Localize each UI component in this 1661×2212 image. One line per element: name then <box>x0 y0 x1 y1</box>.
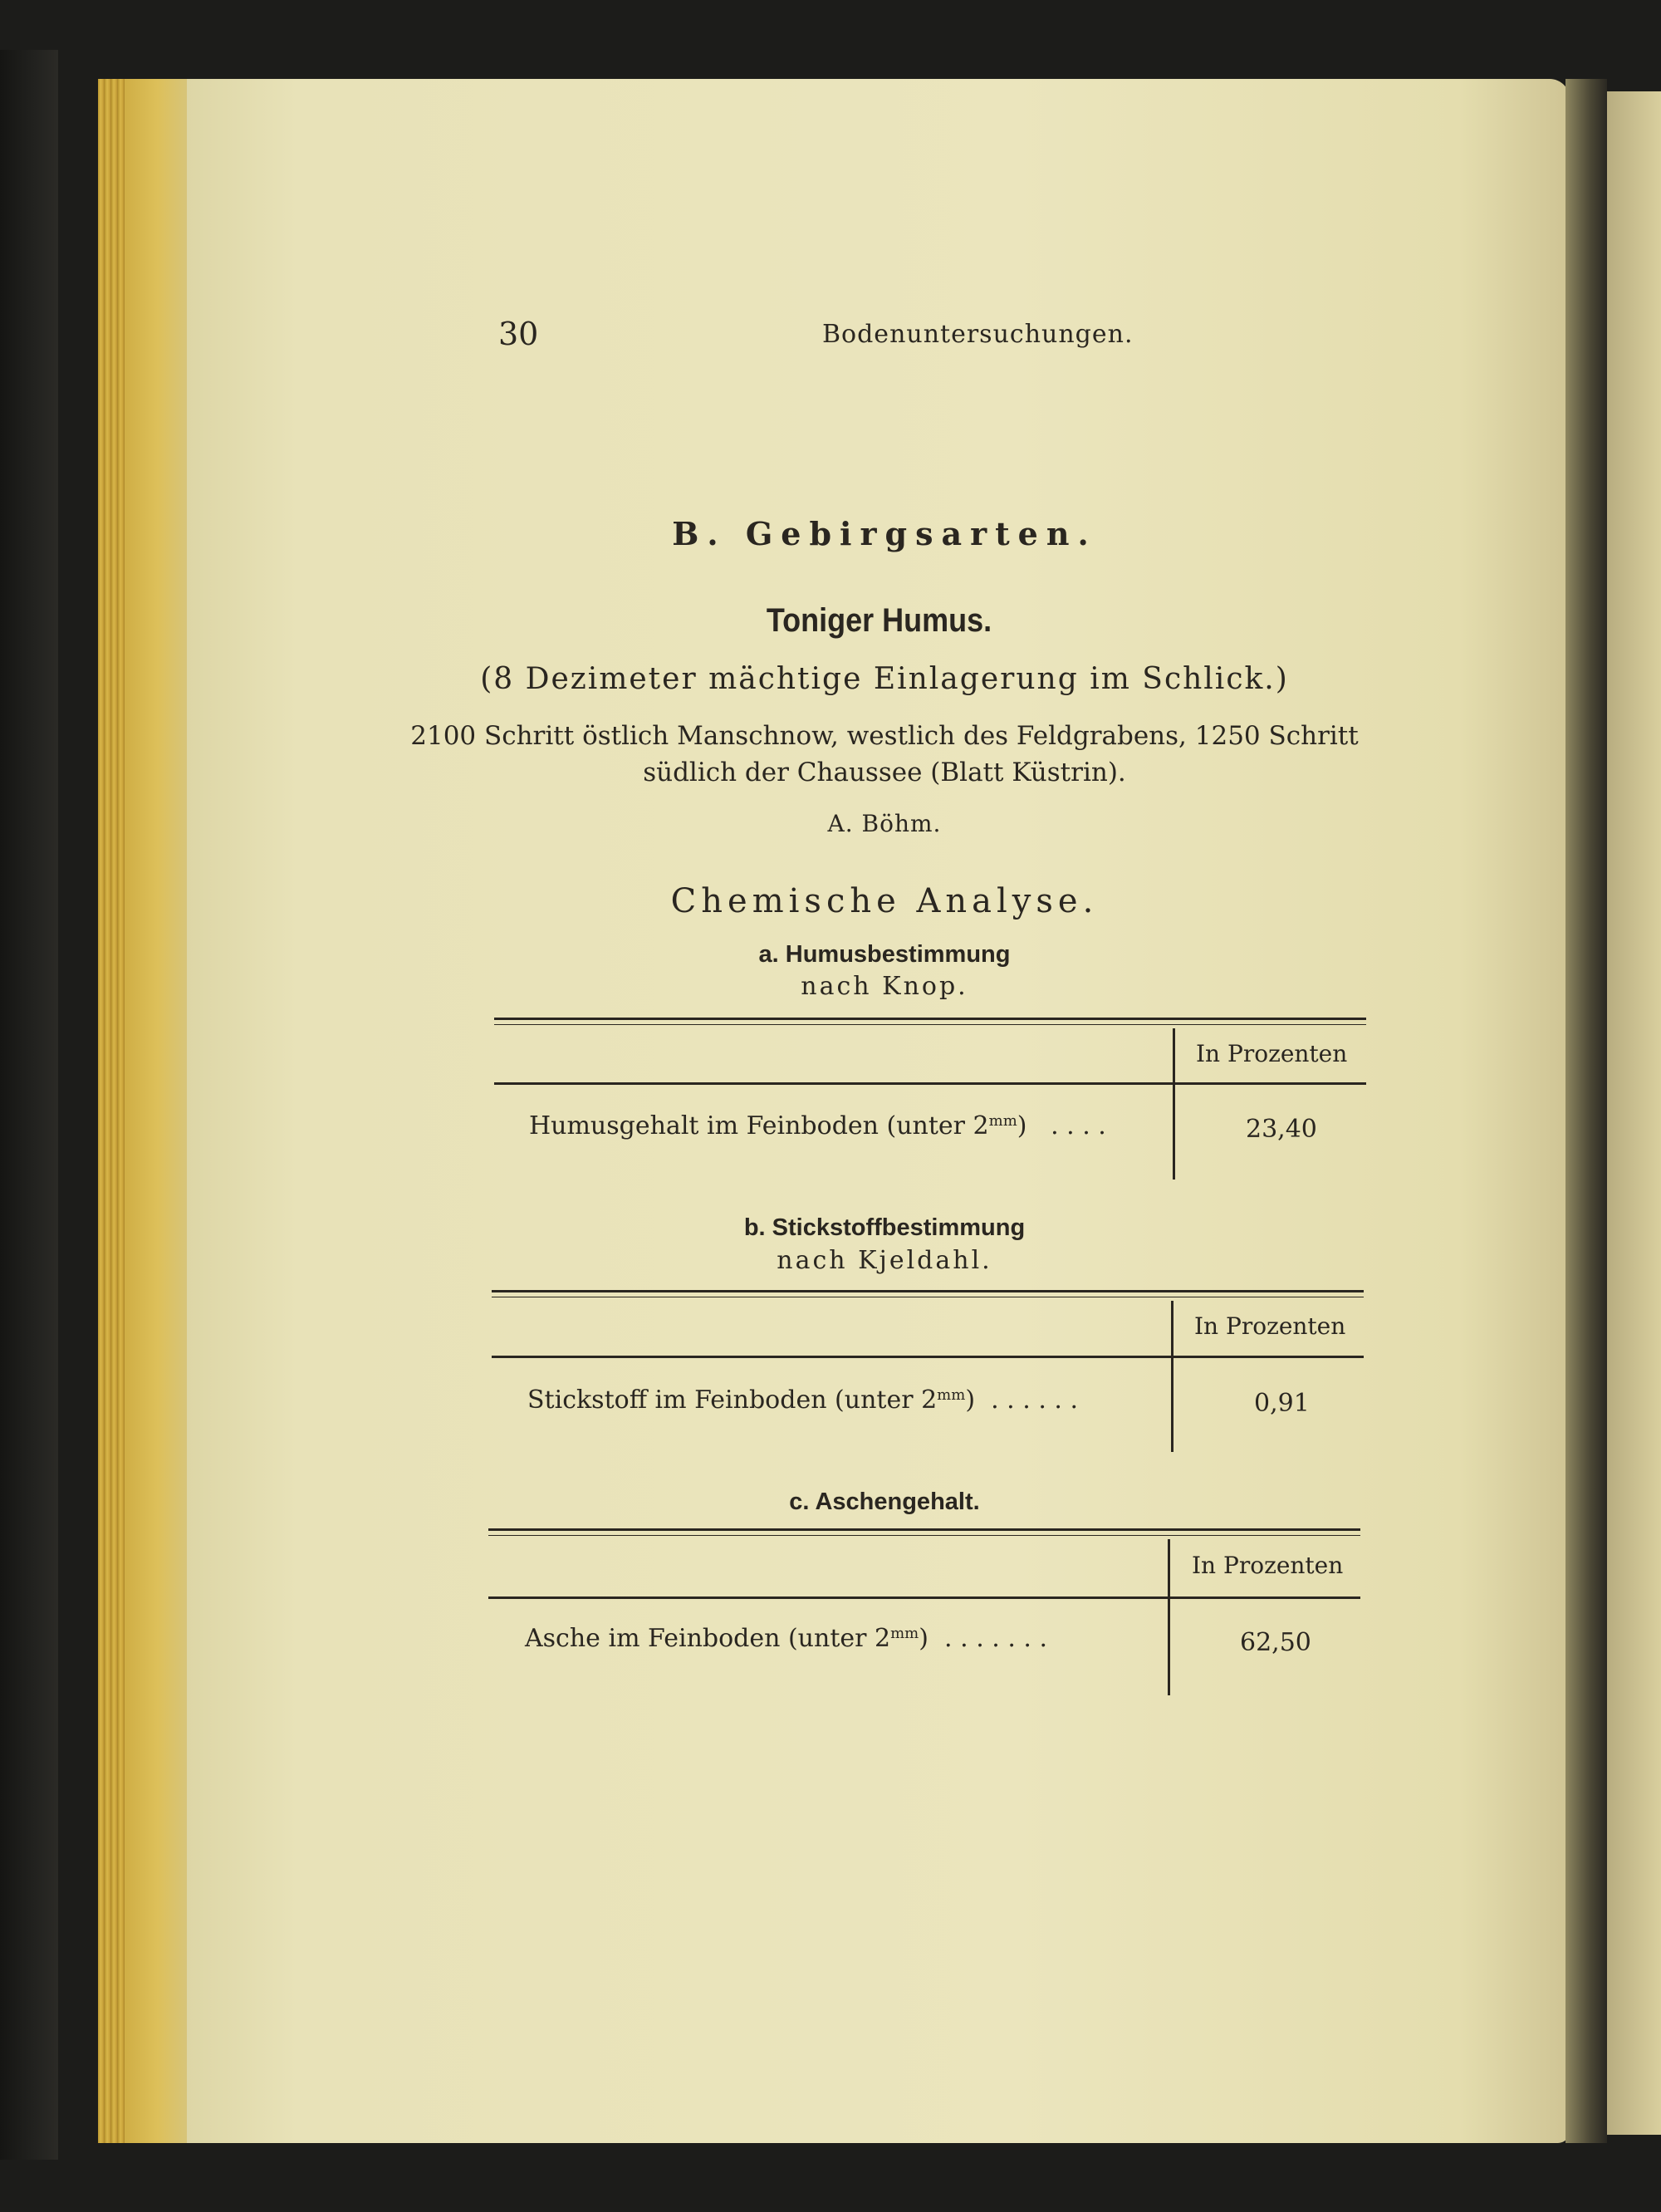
table-a-row-value: 23,40 <box>1246 1115 1317 1144</box>
table-b-row-label: Stickstoff im Feinboden (unter $2^{mm}$) . . . . . . <box>527 1386 1079 1415</box>
document-title: Toniger Humus. <box>766 602 992 639</box>
running-head: Bodenuntersuchungen. <box>822 320 1134 349</box>
table-b-column-divider <box>1171 1301 1173 1452</box>
author: A. Böhm. <box>827 810 942 837</box>
table-b-heading: b. Stickstoffbestimmung <box>743 1214 1026 1241</box>
table-c-heading: c. Aschengehalt. <box>789 1489 980 1515</box>
table-c-row-label: Asche im Feinboden (unter $2^{mm}$) . . . . . . . <box>525 1624 1048 1653</box>
location-line-2: südlich der Chaussee (Blatt Küstrin). <box>643 758 1126 787</box>
analysis-title: Chemische Analyse. <box>670 882 1099 920</box>
table-a-column-divider <box>1173 1028 1175 1180</box>
table-c-column-divider <box>1168 1539 1170 1695</box>
table-b-row-value: 0,91 <box>1254 1389 1310 1418</box>
table-b-method: nach Kjeldahl. <box>777 1246 992 1275</box>
page-edges-inner <box>125 79 191 2143</box>
facing-page-edge <box>1607 91 1661 2135</box>
table-a-header-rule <box>494 1082 1366 1085</box>
table-b-header-rule <box>492 1356 1364 1358</box>
table-c-row-value: 62,50 <box>1240 1628 1311 1657</box>
page-number: 30 <box>498 316 539 352</box>
table-b-top-rule <box>492 1290 1364 1297</box>
table-a-top-rule <box>494 1018 1366 1025</box>
table-a-column-header: In Prozenten <box>1196 1040 1348 1067</box>
table-b-column-header: In Prozenten <box>1194 1312 1346 1340</box>
location-line-1: 2100 Schritt östlich Manschnow, westlich des Feldgrabens, 1250 Schritt <box>410 721 1359 751</box>
section-heading: B. Gebirgsarten. <box>672 515 1097 552</box>
book-cover <box>0 50 58 2160</box>
table-c-header-rule <box>488 1596 1360 1599</box>
table-a-heading: a. Humusbestimmung <box>758 941 1011 968</box>
table-c-top-rule <box>488 1528 1360 1536</box>
page-gutter <box>1565 79 1607 2143</box>
table-a-method: nach Knop. <box>801 972 968 1001</box>
subtitle: (8 Dezimeter mächtige Einlagerung im Schlick.) <box>480 662 1289 696</box>
table-a-row-label: Humusgehalt im Feinboden (unter $2^{mm}$) . . . . <box>529 1111 1106 1140</box>
table-c-column-header: In Prozenten <box>1192 1552 1344 1579</box>
